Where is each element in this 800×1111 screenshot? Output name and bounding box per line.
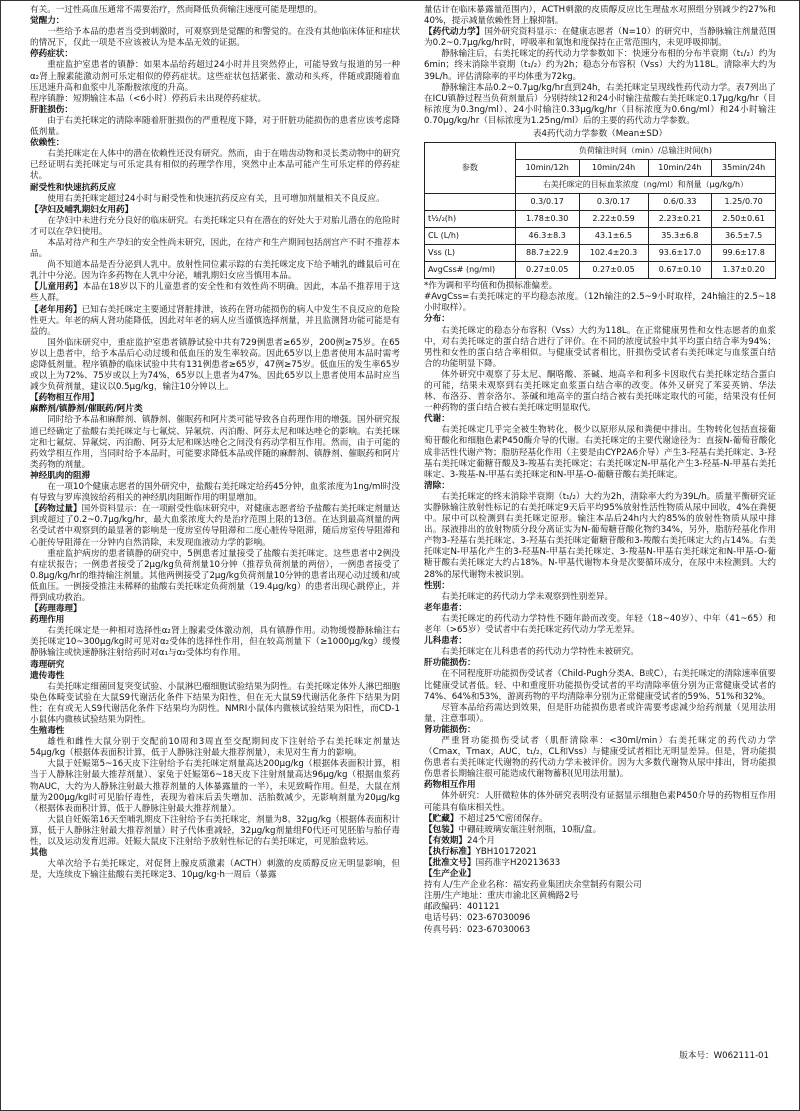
bracket-heading: 【 老年用药 】 [30,305,82,315]
bracket-heading: 【 孕妇及哺乳期妇女用药 】 [30,205,133,215]
bracket-text: 国外资料显示：在一项耐受性临床研究中，对健康志愿者给予盐酸右美托咪定剂量达到或超过了0.2~0.7μg/kg/hr，最大血浆浓度大约是治疗范围上限的13倍。在达到最高剂量的两名受试者中观察到的最显著的影响是一度房室传导阻滞和二度心脏传导阻滞，随后房室传导阻滞和心脏传导阻滞在一分钟内自然消除，未发现血液动力学的影响。 [30,504,400,548]
section-heading: 麻醉剂/镇静剂/催眠药/阿片类 [30,404,143,415]
paragraph: 电话号码：023-67030096 [424,913,531,924]
paragraph: 在一项10个健康志愿者的国外研究中，盐酸右美托咪定给药45分钟，血浆浓度为1ng/ml时没有导致与罗库溴铵给药相关的神经肌肉阻断作用的明显增加。 [30,482,400,504]
paragraph: 尚不知道本品是否分泌到人乳中。放射性同位素示踪的右美托咪定皮下给予哺乳的雌鼠后可在乳汁中分泌。因为许多药物在人乳中分泌，哺乳期妇女应当慎用本品。 [30,260,400,282]
section-heading: 清除： [424,480,450,491]
paragraph: 右美托咪定的终末消除半衰期（t₁/₂）大约为2h，清除率大约为39L/h。质量平衡研究证实静脉输注放射性标记的右美托咪定9天后平均95%放射性活性物质从尿中回收，4%在粪便中。尿中可以检测到右美托咪定原形。输注本品后24h内大约85%的放射性物质从尿中排出。尿液排出的放射物质分段分离证实为N-葡萄糖苷酸化物约34%，另外，脂肪羟基化作用产物3-羟基右美托咪定、3-羟基右美托咪定葡糖苷酸和3-羧酸右美托咪定大约占14%。右美托咪定N-甲基化产生的3-羟基N-甲基右美托咪定、3-羧基N-甲基右美托咪定和N-甲基-O-葡糖苷酸右美托咪定大约占18%。N-甲基代谢物本身是次要循环成分，在尿中未检测到。大约28%的尿代谢物未被识别。 [424,491,776,580]
section-heading: 老年患者： [424,602,467,613]
paragraph: 大单次给予右美托咪定，对促肾上腺皮质激素（ACTH）刺激的皮质醇反应无明显影响，但是，大连续皮下输注盐酸右美托咪定3、10μg/kg·h一周后（暴露 [30,859,400,881]
table-target: 0.6/0.33 [648,194,712,211]
table-row [425,245,776,262]
bracket-text: YBH10172021 [475,846,537,857]
paragraph: 右美托咪定的稳态分布容积（Vss）大约为118L。在正常健康男性和女性志愿者的血浆中，对右美托咪定的蛋白结合进行了评价。在不同的浓度试验中其平均蛋白结合率为94%；男性和女性的蛋白结合率相似。与健康受试者相比，肝损伤受试者右美托咪定与血浆蛋白结合的功能明显下降。 [424,325,776,369]
table-col-header: 35min/24h [712,160,776,177]
section-heading: 代谢： [424,414,450,425]
bracket-section [424,27,776,49]
bracket-heading: 【 有效期 】 [424,836,467,846]
table-cell: 43.1±6.5 [579,228,648,245]
bracket-heading: 【 药代动力学 】 [424,27,484,37]
table-cell: 102.4±20.3 [579,245,648,262]
pk-table-caption: 表4药代动力学参数（Mean±SD） [532,129,668,140]
table-target: 0.3/0.17 [515,194,579,211]
table-cell: 99.6±17.8 [712,245,776,262]
paragraph: 右美托咪定在儿科患者的药代动力学特性未被研究。 [441,647,639,658]
paragraph: 持有人/生产企业名称：福安药业集团庆余堂制药有限公司 [424,880,642,891]
section-heading: 遗传毒性 [30,670,65,681]
table-cell: 0.67±0.10 [648,262,712,279]
paragraph: 由于右美托咪定的清除率随着肝脏损伤的严重程度下降，对于肝脏功能损伤的患者应该考虑降低剂量。 [30,115,400,138]
table-group-header: 负荷输注时间（min）/总输注时间(h) [515,143,775,160]
paragraph: *作为调和平均值和伪损标准偏差。 [424,281,558,292]
table-cell: 35.3±6.8 [648,228,712,245]
section-heading: 其他 [30,848,48,859]
section-heading: 分布： [424,314,450,325]
bracket-section [30,504,400,548]
bracket-heading: 【 执行标准 】 [424,847,476,857]
bracket-text: 已知右美托咪定主要通过肾脏排泄，该药在肾功能损伤的病人中发生不良反应的危险性更大。年老的病人肾功能降低，因此对年老的病人应当谨慎选择剂量，并且监测肾功能可能是有益的。 [30,304,400,337]
left-column [30,5,400,1105]
section-heading: 肾功能损伤： [424,724,476,735]
bracket-section [30,604,400,615]
bracket-heading: 【 生产企业 】 [424,869,476,879]
section-heading: 神经肌肉的阻滞 [30,470,91,481]
paragraph: 重症监护病房的患者镇静的研究中，5例患者过量接受了盐酸右美托咪定。这些患者中2例没有症状报告；一例患者接受了2μg/kg负荷剂量10分钟（推荐负荷剂量的两倍），一例患者接受了0.8μg/kg/hr的维持输注剂量。其他两例接受了2μg/kg负荷剂量10分钟的患者出现心动过缓和/或低血压。一例接受推注未稀释的盐酸右美托咪定负荷剂量（19.4μg/kg）的患者出现心跳停止，并得到成功救治。 [30,548,400,603]
paragraph: 使用右美托咪定超过24小时与耐受性和快速抗药反应有关，且可增加剂量相关不良反应。 [47,193,385,204]
bracket-section [424,858,776,869]
bracket-text: 中硼硅玻璃安瓿注射剂瓶，10瓶/盒。 [458,824,602,835]
bracket-text: 不超过25℃密闭保存。 [458,813,548,824]
paragraph: #AvgCss=右美托咪定的平均稳态浓度。（12h输注的2.5~9小时取样，24h输注的2.5~18小时取样）。 [424,292,776,314]
table-row [425,211,776,228]
section-heading: 耐受性和快速抗药反应 [30,182,116,193]
paragraph: 重症监护室患者的镇静：如果本品给药超过24小时并且突然停止，可能导致与报道的另一种α₂肾上腺素能激动剂可乐定相似的停药症状。这些症状包括紧张、激动和头疼，伴随或跟随着血压迅速升高和血浆中儿茶酚胺浓度的升高。 [30,60,400,93]
paragraph: 程序镇静：短期输注本品（<6小时）停药后未出现停药症状。 [30,93,267,104]
bracket-text: 国药准字H20213633 [475,858,561,868]
bracket-heading: 【 贮藏 】 [424,814,458,824]
paragraph: 右美托咪定是一种相对选择性α₂肾上腺素受体激动剂，具有镇静作用。动物缓慢静脉输注右美托咪定10~300μg/kg时可见对α₂受体的选择性作用，但在较高剂量下（≥1000μg/kg）缓慢静脉输注或快速静脉注射给药时对α₁与α₂受体均有作用。 [30,626,400,659]
section-heading: 依赖性： [30,138,65,149]
section-heading: 性别： [424,580,450,591]
paragraph: 同时给予本品和麻醉剂、镇静剂、催眠药和阿片类可能导致各自药理作用的增强。国外研究报道已经确定了盐酸右美托咪定与七氟烷、异氟烷、丙泊酚、阿芬太尼和咪达唑仑的影响。右美托咪定和七氟烷、异氟烷、丙泊酚、阿芬太尼和咪达唑仑之间没有药动学相互作用。然而，由于可能的药效学相互作用，当同时给予本品时，可能要求降低本品或伴随的麻醉剂、镇静剂、催眠药和阿片类药物的剂量。 [30,415,400,470]
table-cell: 0.27±0.05 [579,262,648,279]
paragraph: 右美托咪定的药代动力学特性不随年龄而改变。年轻（18~40岁）、中年（41~65）和老年（>65岁）受试者中右美托咪定药代动力学无差异。 [424,613,776,636]
paragraph: 本品对待产和生产孕妇的安全性尚未研究，因此，在待产和生产期间包括剖宫产不时不推荐本品。 [30,237,400,260]
paragraph: 在不同程度肝功能损伤受试者（Child-Pugh分类A、B或C），右美托咪定的清除速率值要比健康受试者低。轻、中和重度肝功能损伤受试者的平均清除率值分别为正常健康受试者的74%、64%和53%，游离药物的平均清除率分别为正常健康受试者的59%、51%和32%。 [424,669,776,702]
table-cell: 36.5±7.5 [712,228,776,245]
table-target: 1.25/0.70 [712,194,776,211]
bracket-heading: 【 药物过量 】 [30,504,82,514]
section-heading: 肝功能损伤： [424,658,476,669]
pk-parameters-table [424,142,776,279]
table-row-name: t½/₂(h) [425,211,516,228]
paragraph: 静脉输注后，右美托咪定的药代动力学参数如下：快速分布相的分布半衰期（t₁/₂）约为6min；终末消除半衰期（t₁/₂）约为2h；稳态分布容积（Vss）大约为118L。清除率大约为39L/h。评估清除率的平均体重为72kg。 [424,49,776,82]
table-cell: 0.27±0.05 [515,262,579,279]
table-col-header: 10min/12h [515,160,579,177]
bracket-heading: 【 批准文号 】 [424,858,476,868]
paragraph: 严重肾功能损伤受试者（肌酐清除率：<30ml/min）右美托咪定的药代动力学（Cmax，Tmax，AUC，t₁/₂，CL和Vss）与健康受试者相比无明显差异。但是，肾功能损伤患者右美托咪定代谢物的药代动力学未被评价。因为大多数代谢物从尿中排出，肾功能损伤患者长期输注很可能造成代谢物蓄积(见用法用量)。 [424,735,776,780]
paragraph: 右美托咪定在人体中的潜在依赖性还没有研究。然而，由于在啮齿动物和灵长类动物中的研究已经证明右美托咪定与可乐定具有相似的药理学作用，突然中止本品可能产生可乐定样的停药症状。 [30,149,400,182]
section-heading: 停药症状： [30,49,73,60]
paragraph: 国外临床研究中，重症监护室患者镇静试验中共有729例患者≥65岁，200例≥75岁。在65岁以上患者中，给予本品后心动过缓和低血压的发生率较高。因此65岁以上患者使用本品时需考虑降低剂量。程序镇静的临床试验中共有131例患者≥65岁，47例≥75岁。低血压的发生率65岁或以上为72%、75岁或以上为74%，65岁以上患者为47%。因此65岁以上患者使用本品时应当减少负荷剂量，建议以0.5μg/kg，输注10分钟以上。 [30,337,400,393]
right-column-top [424,5,776,127]
bracket-section [30,282,400,304]
paragraph: 右美托咪定几乎完全被生物转化，极少以原形从尿和粪便中排出。生物转化包括直接葡萄苷酸化和细胞色素P450酶介导的代谢。右美托咪定的主要代谢途径为：直接N-葡萄苷酸化成非活性代谢产物；脂肪羟基化作用（主要是由CYP2A6介导）产生3-羟基右美托咪定、3-羟基右美托咪定葡糖苷酸及3-羧基右美托咪定；右美托咪定N-甲基化产生3-羟基-N-甲基右美托咪定、3-羧基-N-甲基右美托咪定和N-甲基-O-葡糖苷酸右美托咪定。 [424,425,776,480]
paragraph: 量估计在临床暴露量范围内），ACTH刺激的皮质醇反应比生理盐水对照组分别减少约27%和40%，提示减量依赖性肾上腺抑制。 [424,5,776,27]
paragraph: 右美托咪定的药代动力学未观察到性别差异。 [441,591,614,602]
section-heading: 觉醒力： [30,16,65,27]
paragraph: 体外研究中观察了芬太尼、酮咯酸、茶碱、地高辛和利多卡因取代右美托咪定结合蛋白的可能，结果未观察到右美托咪定血浆蛋白结合率的改变。体外又研究了苯妥英钠、华法林、布洛芬、普奈洛尔、茶碱和地高辛的蛋白结合被右美托咪定取代的可能，结果没有任何一种药物的蛋白结合被右美托咪定明显取代。 [424,369,776,414]
table-cell: 2.50±0.61 [712,211,776,228]
paragraph: 大鼠于妊娠第5~16天皮下注射给予右美托咪定剂量高达200μg/kg（根据体表面积计算，相当于人静脉注射最大推荐剂量）、家兔于妊娠第6~18天皮下注射剂量高达96μg/kg（根据血浆药物AUC，大约为人静脉注射最大推荐剂量的人体暴露量的一半），未见致畸作用。但是，大鼠在剂量为200μg/kg时可见胎仔毒性，表现为着床后丢失增加、活胎数减少，无影响剂量为20μg/kg（根据体表面积计算，低于人静脉注射最大推荐剂量）。 [30,759,400,814]
paragraph: 邮政编码：401121 [424,902,500,913]
section-heading: 药理作用 [30,615,65,626]
bracket-section [30,305,400,338]
bracket-text: 本品在18岁以下的儿童患者的安全性和有效性尚不明确。因此，本品不推荐用于这些人群。 [30,282,400,304]
bracket-section [424,825,776,836]
bracket-heading: 【 包装 】 [424,825,458,835]
bracket-section [30,393,400,404]
paragraph: 体外研究：人肝微粒体的体外研究表明没有证据显示细胞色素P450介导的药物相互作用可能具有临床相关性。 [424,791,776,813]
table-col-header: 10min/24h [579,160,648,177]
bracket-section [424,836,776,847]
table-cell: 46.3±8.3 [515,228,579,245]
bracket-section [30,205,400,216]
paragraph: 右美托咪定细菌回复突变试验、小鼠淋巴瘤细胞试验结果为阴性。右美托咪定体外人淋巴细胞染色体畸变试验在大鼠S9代谢活化条件下结果为阳性，但在无大鼠S9代谢活化条件下结果为阴性；在有或无人S9代谢活化条件下结果均为阴性。NMRI小鼠体内微核试验结果为阳性，而CD-1小鼠体内微核试验结果为阴性。 [30,681,400,725]
paragraph: 尽管本品给药需达到效果，但是肝功能损伤患者或许需要考虑减少给药剂量（见用法用量，注意事项）。 [424,702,776,724]
table-row-name: CL (L/h) [425,228,516,245]
paragraph: 在孕妇中未进行充分良好的临床研究。右美托咪定只有在潜在的好处大于对胎儿潜在的危险时才可以在孕妇使用。 [30,215,400,237]
table-cell: 93.6±17.0 [648,245,712,262]
table-col-header: 10min/24h [648,160,712,177]
paragraph: 注册/生产地址：重庆市渝北区黄桷路2号 [424,891,579,902]
table-param-header: 参数 [425,143,516,194]
table-target: 0.3/0.17 [579,194,648,211]
section-heading: 儿科患者： [424,636,467,647]
section-heading: 生殖毒性 [30,726,65,737]
right-column [424,5,776,1105]
table-row [425,262,776,279]
paragraph: 传真号码：023-67030063 [424,924,531,935]
table-cell: 1.37±0.20 [712,262,776,279]
bracket-section [424,847,776,858]
bracket-heading: 【 药理毒理 】 [30,604,82,614]
bracket-heading: 【 儿童用药 】 [30,282,83,292]
bracket-heading: 【 药物相互作用 】 [30,393,99,403]
bracket-section [424,869,776,880]
table-cell: 2.22±0.59 [579,211,648,228]
table-row [425,228,776,245]
section-heading: 肝脏损伤： [30,104,73,115]
bracket-text: 24个月 [467,835,496,846]
paragraph: 雄性和雌性大鼠分别于交配前10周和3周直至交配期间皮下注射给予右美托咪定剂量达54μg/kg（根据体表面积计算，低于人静脉注射最大推荐剂量），未见对生育力的影响。 [30,737,400,759]
paragraph: 一些给予本品的患者当受到刺激时，可观察到是觉醒的和警觉的。在没有其他临床体征和症状的情况下，仅此一项是不应该被认为是本品无效的证据。 [30,27,400,49]
paragraph: 有关。一过性高血压通常不需要治疗，然而降低负荷输注速度可能是理想的。 [30,5,323,15]
table-target-header: 右美托咪定的目标血浆浓度（ng/ml）和剂量（μg/kg/h） [515,177,775,194]
table-row-name: AvgCss# (ng/ml) [425,262,516,279]
table-cell: 1.78±0.30 [515,211,579,228]
version-number: 版本号：W062111-01 [679,1051,769,1061]
paragraph: 大鼠自妊娠第16天至哺乳期皮下注射给予右美托咪定，剂量为8、32μg/kg（根据体表面积计算，低于人静脉注射最大推荐剂量）时子代体重减轻，32μg/kg剂量组F0代还可见胚胎与胎仔毒性，以及运动发育迟滞。妊娠大鼠皮下注射给予放射性标记的右美托咪定，可见胎盘转运。 [30,814,400,848]
paragraph: 静脉输注本品0.2~0.7μg/kg/hr直到24h，右美托咪定呈现线性药代动力学。表7列出了在ICU镇静过程当负荷剂量后）分别持续12和24小时输注盐酸右美托咪定0.17μg/kg/hr（目标浓度为0.3ng/ml）、24小时输注0.33μg/kg/hr（目标浓度为0.6ng/ml）和24小时输注0.70μg/kg/hr（目标浓度为1.25ng/ml）后的主要的药代动力学参数。 [424,82,776,126]
table-cell [425,194,516,211]
section-heading: 药物相互作用 [424,780,476,791]
table-cell: 2.23±0.21 [648,211,712,228]
section-heading: 毒理研究 [30,659,65,670]
bracket-text: 国外研究资料显示：在健康志愿者（N=10）的研究中，当静脉输注剂量范围为0.2~0.7μg/kg/hr时，呼吸率和氧饱和度保持在正常范围内，未见呼吸抑制。 [424,27,776,49]
table-cell: 88.7±22.9 [515,245,579,262]
bracket-section [424,814,776,825]
table-row-name: Vss (L) [425,245,516,262]
right-column-bottom [424,281,776,936]
